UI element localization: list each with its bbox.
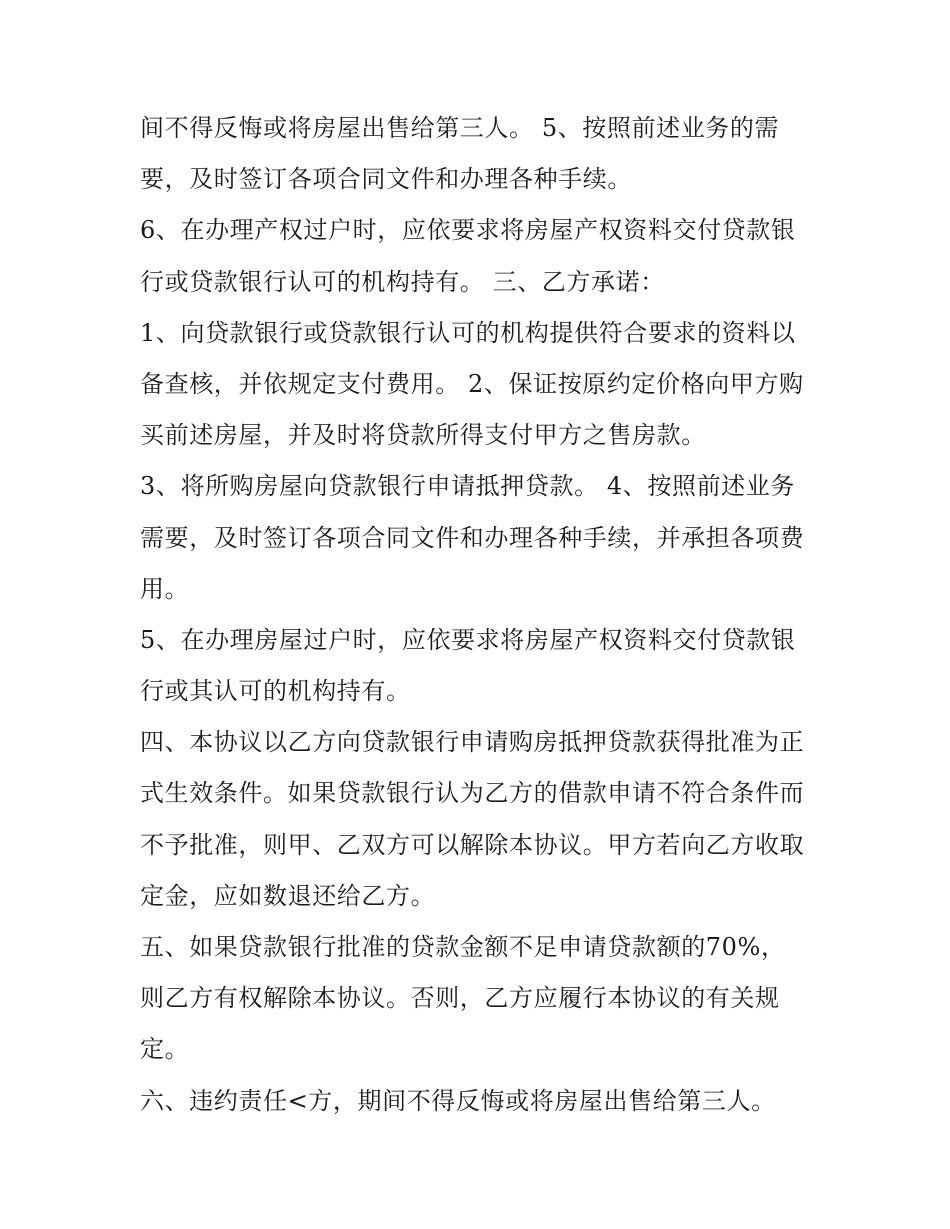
text-line: 五、如果贷款银行批准的贷款金额不足申请贷款额的70%， [140,933,786,961]
document-body [140,103,820,1127]
text-line: 不予批准，则甲、乙双方可以解除本协议。甲方若向乙方收取 [140,830,805,859]
text-line: 买前述房屋，并及时将贷款所得支付甲方之售房款。 [140,421,706,450]
text-line: 行或其认可的机构持有。 [140,677,411,706]
text-line: 6、在办理产权过户时，应依要求将房屋产权资料交付贷款银 [140,216,796,245]
text-line: 定金，应如数退还给乙方。 [140,881,436,910]
text-line: 3、将所购房屋向贷款银行申请抵押贷款。 4、按照前述业务 [140,472,795,501]
text-line: 要，及时签订各项合同文件和办理各种手续。 [140,165,632,194]
text-line: 间不得反悔或将房屋出售给第三人。 5、按照前述业务的需 [140,114,780,142]
text-line: 行或贷款银行认可的机构持有。 三、乙方承诺： [140,267,665,296]
text-line: 式生效条件。如果贷款银行认为乙方的借款申请不符合条件而 [140,779,805,808]
text-line: 备查核，并依规定支付费用。 2、保证按原约定价格向甲方购 [140,369,804,398]
text-line: 则乙方有权解除本协议。否则，乙方应履行本协议的有关规 [140,984,780,1013]
text-line: 定。 [140,1035,190,1064]
text-line: 用。 [140,574,190,603]
text-line: 六、违约责任<方，期间不得反悔或将房屋出售给第三人。 [140,1086,776,1115]
text-line: 四、本协议以乙方向贷款银行申请购房抵押贷款获得批准为正 [140,728,805,757]
text-line: 1、向贷款银行或贷款银行认可的机构提供符合要求的资料以 [140,318,796,347]
text-line: 需要，及时签订各项合同文件和办理各种手续，并承担各项费 [140,523,805,552]
text-line: 5、在办理房屋过户时，应依要求将房屋产权资料交付贷款银 [140,625,796,654]
